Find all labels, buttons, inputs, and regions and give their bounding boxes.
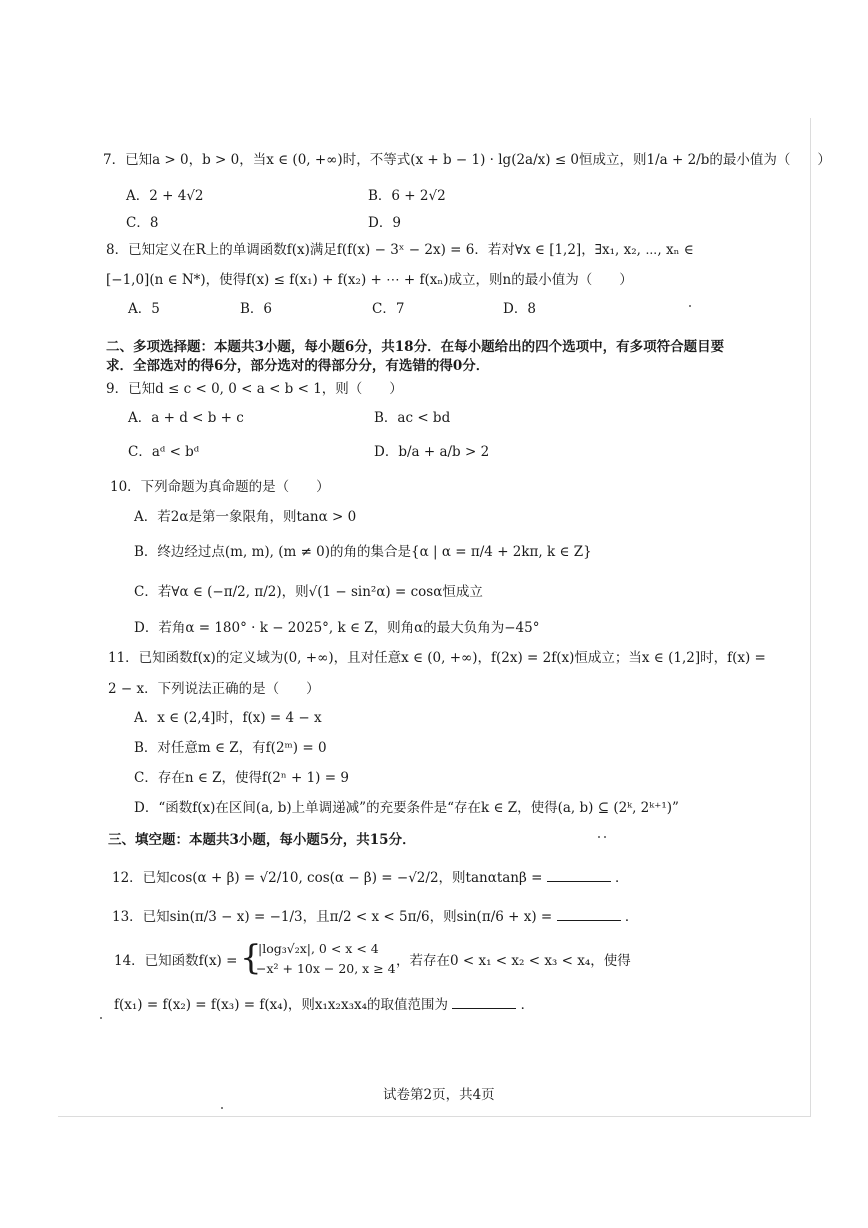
q8-stem-line2: [−1,0](n ∈ N*)，使得f(x) ≤ f(x₁) + f(x₂) + ⋯ + f(xₙ)成立，则n的最小值为（ ） [106, 272, 633, 288]
q7-option-c: C．8 [126, 215, 159, 231]
q14-stem2: f(x₁) = f(x₂) = f(x₃) = f(x₄)，则x₁x₂x₃x₄的取值范围为 [114, 997, 449, 1013]
q10-stem: 10．下列命题为真命题的是（ ） [110, 479, 330, 495]
q9-option-a: A．a + d < b + c [128, 410, 244, 426]
scan-speck [100, 1017, 102, 1019]
q8-option-c: C．7 [372, 301, 405, 317]
q14-case1: |log₃√₂x|, 0 < x < 4 [258, 941, 379, 956]
q8-option-a: A．5 [128, 301, 160, 317]
q9-option-b: B．ac < bd [374, 410, 451, 426]
q13-stem: 13．已知sin(π/3 − x) = −1/3，且π/2 < x < 5π/6，则sin(π/6 + x) = [112, 909, 553, 925]
q11-stem-line2: 2 − x．下列说法正确的是（ ） [108, 681, 320, 697]
q12-end: ． [615, 870, 629, 886]
q11-stem-line1: 11．已知函数f(x)的定义域为(0, +∞)，且对任意x ∈ (0, +∞)，f(2x) = 2f(x)恒成立；当x ∈ (1,2]时，f(x) = [108, 650, 766, 666]
q11-option-a: A．x ∈ (2,4]时，f(x) = 4 − x [134, 710, 322, 726]
q8-option-b: B．6 [240, 301, 273, 317]
q9-stem: 9．已知d ≤ c < 0, 0 < a < b < 1，则（ ） [106, 381, 403, 397]
q14-stem-row2 [114, 994, 534, 1015]
q11-option-c: C．存在n ∈ Z，使得f(2ⁿ + 1) = 9 [134, 770, 349, 786]
q13-answer-blank[interactable] [557, 906, 621, 921]
section2-heading-line1: 二、多项选择题：本题共3小题，每小题6分，共18分．在每小题给出的四个选项中，有多项符合题目要 [106, 339, 725, 355]
q12-stem: 12．已知cos(α + β) = √2/10, cos(α − β) = −√2/2，则tanαtanβ = [112, 870, 543, 886]
scan-speck [604, 836, 606, 838]
section2-heading-line2: 求．全部选对的得6分，部分选对的得部分分，有选错的得0分． [106, 358, 490, 374]
section3-heading: 三、填空题：本题共3小题，每小题5分，共15分． [108, 832, 416, 848]
q7-option-b: B．6 + 2√2 [368, 188, 446, 204]
q7-stem: 7．已知a > 0，b > 0，当x ∈ (0, +∞)时，不等式(x + b − 1) · lg(2a/x) ≤ 0恒成立，则1/a + 2/b的最小值为（ ） [103, 152, 831, 168]
scan-speck [221, 1107, 223, 1109]
q14-tail: ，若存在0 < x₁ < x₂ < x₃ < x₄，使得 [396, 953, 631, 969]
q14-end: ． [520, 997, 535, 1013]
q12-answer-blank[interactable] [547, 867, 611, 882]
q10-option-c: C．若∀α ∈ (−π/2, π/2)，则√(1 − sin²α) = cosα恒成立 [134, 584, 483, 600]
q9-option-d: D．b/a + a/b > 2 [374, 444, 490, 460]
q13-stem-row [112, 906, 638, 927]
q14-answer-blank[interactable] [452, 994, 516, 1009]
q12-stem-row [112, 867, 629, 888]
q8-stem-line1: 8．已知定义在R上的单调函数f(x)满足f(f(x) − 3ˣ − 2x) = 6．若对∀x ∈ [1,2]，∃x₁, x₂, ⋯, xₙ ∈ [106, 242, 694, 258]
q14-brace: { [240, 938, 262, 978]
scan-speck [689, 305, 691, 307]
q10-option-a: A．若2α是第一象限角，则tanα > 0 [134, 509, 357, 525]
q13-end: ． [624, 909, 639, 925]
q10-option-b: B．终边经过点(m, m), (m ≠ 0)的角的集合是{α | α = π/4 + 2kπ, k ∈ Z} [134, 544, 592, 560]
q14-lead: 14．已知函数f(x) = [114, 953, 238, 969]
q11-option-d: D．“函数f(x)在区间(a, b)上单调递减”的充要条件是“存在k ∈ Z，使得(a, b) ⊆ (2ᵏ, 2ᵏ⁺¹)” [134, 800, 679, 816]
q9-option-c: C．aᵈ < bᵈ [128, 444, 200, 460]
q7-option-d: D．9 [368, 215, 401, 231]
q10-option-d: D．若角α = 180° · k − 2025°, k ∈ Z，则角α的最大负角为−45° [134, 620, 540, 636]
q11-option-b: B．对任意m ∈ Z，有f(2ᵐ) = 0 [134, 740, 327, 756]
scan-speck [598, 836, 600, 838]
q7-option-a: A．2 + 4√2 [126, 188, 204, 204]
page-footer: 试卷第2页，共4页 [383, 1087, 495, 1103]
q8-option-d: D．8 [503, 301, 536, 317]
q14-case2: −x² + 10x − 20, x ≥ 4 [256, 961, 396, 976]
